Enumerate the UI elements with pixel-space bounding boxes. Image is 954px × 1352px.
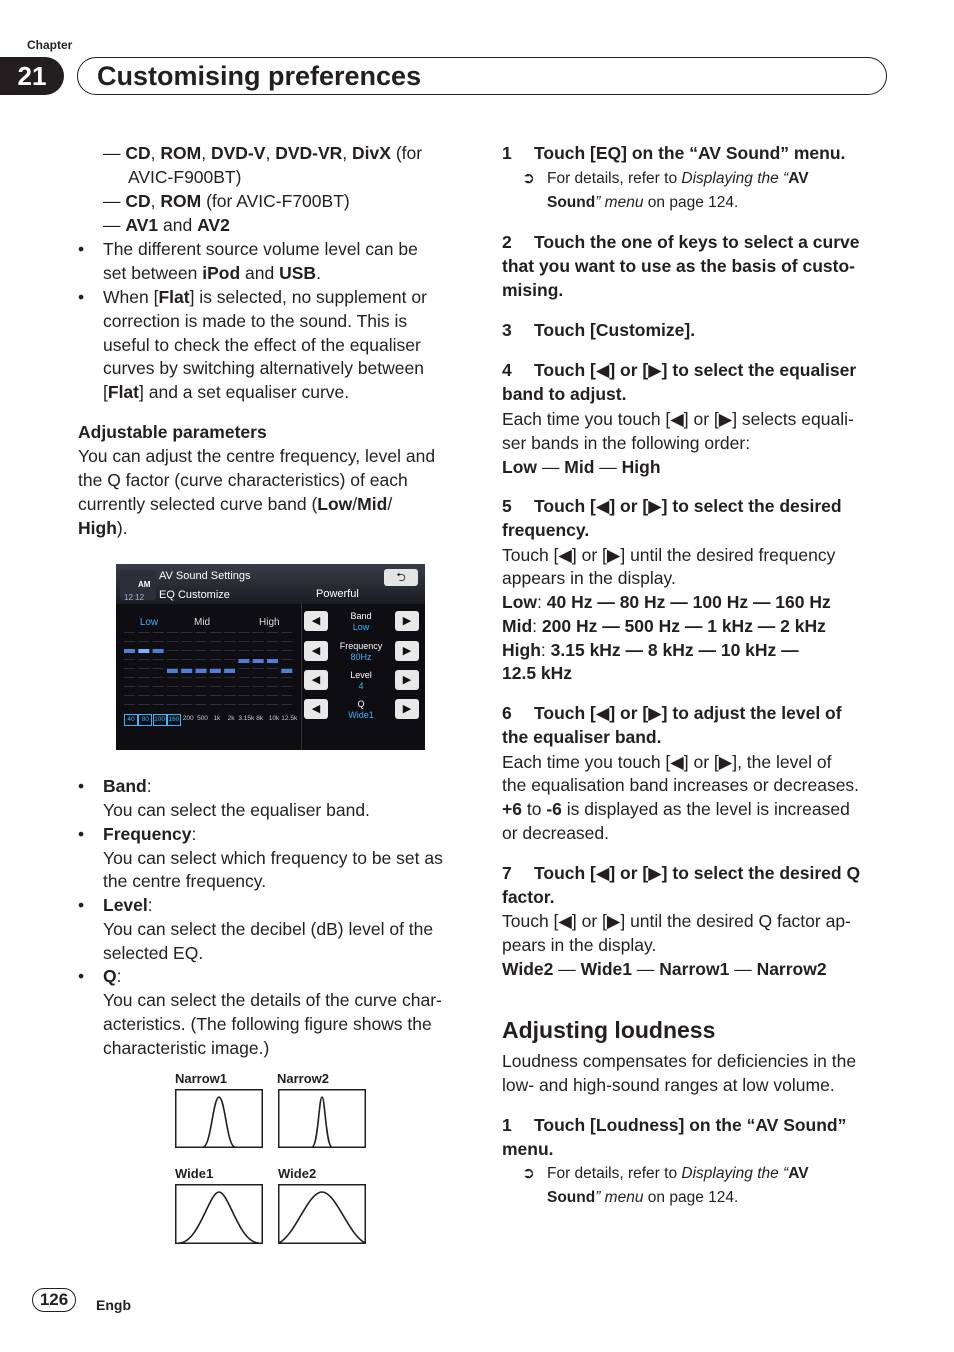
eq-level-bar[interactable]: [196, 669, 207, 673]
eq-grid-mark: [238, 668, 249, 669]
eq-grid-mark: [181, 641, 192, 642]
level-row-label: Level: [350, 670, 372, 680]
loudness-step-line2: menu.: [502, 1139, 554, 1159]
bullet-marker: •: [78, 824, 85, 844]
param-level-title: Level:: [103, 895, 153, 915]
step4-number: 4: [502, 360, 512, 380]
source-list-line-3: — AV1 and AV2: [103, 215, 230, 235]
eq-grid-mark: [181, 668, 192, 669]
eq-grid-mark: [167, 668, 178, 669]
eq-grid-mark: [153, 704, 164, 705]
adjustable-line1: You can adjust the centre frequency, level and: [78, 446, 436, 466]
eq-grid-mark: [124, 632, 135, 633]
reference-arrow-icon: ➲: [522, 1165, 535, 1182]
bullet1-line2: set between iPod and USB.: [103, 263, 321, 283]
eq-level-bar[interactable]: [238, 659, 249, 663]
eq-grid-mark: [210, 677, 221, 678]
step6-body1: Each time you touch [◀] or [▶], the level of: [502, 752, 832, 772]
eq-grid-mark: [238, 704, 249, 705]
eq-grid-mark: [238, 677, 249, 678]
bullet2-line5: [Flat] and a set equaliser curve.: [103, 382, 350, 402]
eq-grid-mark: [153, 668, 164, 669]
eq-grid-mark: [267, 632, 278, 633]
eq-grid-mark: [238, 632, 249, 633]
eq-grid-mark: [224, 668, 235, 669]
eq-grid-mark: [224, 632, 235, 633]
step2-line2: that you want to use as the basis of custo-: [502, 256, 855, 276]
step1-number: 1: [502, 143, 512, 163]
step5-body1: Touch [◀] or [▶] until the desired frequency: [502, 545, 836, 565]
param-q-desc2: acteristics. (The following figure shows the: [103, 1014, 432, 1034]
loudness-ref-line1: For details, refer to Displaying the “AV: [547, 1165, 809, 1182]
step5-body2: appears in the display.: [502, 568, 676, 588]
q-label-wide1: Wide1: [175, 1166, 214, 1181]
clock: 12 12: [124, 593, 145, 602]
eq-grid-mark: [253, 668, 264, 669]
q-label-narrow2: Narrow2: [277, 1071, 330, 1086]
param-q-desc3: characteristic image.): [103, 1038, 270, 1058]
eq-grid-mark: [253, 695, 264, 696]
eq-grid-mark: [224, 677, 235, 678]
q-label-wide2: Wide2: [278, 1166, 317, 1181]
eq-grid-mark: [267, 686, 278, 687]
loudness-heading: Adjusting loudness: [502, 1017, 716, 1043]
eq-grid-mark: [138, 695, 149, 696]
eq-grid-mark: [253, 641, 264, 642]
eq-grid-mark: [224, 686, 235, 687]
step2-number: 2: [502, 232, 512, 252]
step6-number: 6: [502, 703, 512, 723]
eq-level-bar[interactable]: [253, 659, 264, 663]
bullet-marker: •: [78, 895, 85, 915]
adjustable-line4: High).: [78, 518, 128, 538]
eq-grid-mark: [210, 659, 221, 660]
step5-line1: Touch [◀] or [▶] to select the desired: [534, 496, 842, 516]
eq-grid-mark: [124, 677, 135, 678]
adjustable-heading: Adjustable parameters: [78, 422, 267, 442]
bullet-marker: •: [78, 776, 85, 796]
step2-line1: Touch the one of keys to select a curve: [534, 232, 860, 252]
frequency-row-value: 80Hz: [350, 652, 372, 662]
chapter-number: 21: [0, 57, 64, 95]
eq-grid-mark: [153, 695, 164, 696]
eq-grid-mark: [224, 704, 235, 705]
loudness-body1: Loudness compensates for deficiencies in the: [502, 1051, 857, 1071]
param-level-desc2: selected EQ.: [103, 943, 204, 963]
eq-grid-mark: [138, 686, 149, 687]
step4-order: Low — Mid — High: [502, 457, 661, 477]
param-band-title: Band:: [103, 776, 152, 796]
step6-line2: the equaliser band.: [502, 727, 662, 747]
frequency-tick-label: 3.15k: [238, 715, 255, 722]
eq-grid-mark: [138, 632, 149, 633]
eq-grid-mark: [238, 650, 249, 651]
eq-grid-mark: [196, 668, 207, 669]
step7-line1: Touch [◀] or [▶] to select the desired Q: [534, 863, 861, 883]
step7-line2: factor.: [502, 887, 555, 907]
eq-grid-mark: [124, 686, 135, 687]
eq-grid-mark: [253, 686, 264, 687]
eq-grid-mark: [210, 704, 221, 705]
eq-grid-mark: [124, 641, 135, 642]
eq-grid-mark: [181, 686, 192, 687]
eq-grid-mark: [267, 668, 278, 669]
eq-grid-mark: [281, 641, 292, 642]
q-row-value: Wide1: [348, 710, 374, 720]
eq-grid-mark: [196, 659, 207, 660]
eq-grid-mark: [224, 659, 235, 660]
eq-grid-mark: [210, 641, 221, 642]
eq-grid-mark: [167, 686, 178, 687]
q-right-button[interactable]: ▶: [395, 699, 419, 719]
bullet2-line2: correction is made to the sound. This is: [103, 311, 408, 331]
eq-grid-mark: [253, 704, 264, 705]
loudness-body2: low- and high-sound ranges at low volume.: [502, 1075, 835, 1095]
eq-grid-mark: [281, 686, 292, 687]
step6-body2: the equalisation band increases or decreases.: [502, 775, 860, 795]
eq-level-bar[interactable]: [281, 669, 292, 673]
eq-grid-mark: [167, 650, 178, 651]
eq-grid-mark: [210, 632, 221, 633]
eq-grid-mark: [281, 659, 292, 660]
eq-grid-mark: [224, 695, 235, 696]
eq-grid-mark: [153, 677, 164, 678]
eq-level-bar[interactable]: [181, 669, 192, 673]
step7-number: 7: [502, 863, 512, 883]
level-right-button[interactable]: ▶: [395, 670, 419, 690]
step7-order: Wide2 — Wide1 — Narrow1 — Narrow2: [502, 959, 827, 979]
adjustable-line2: the Q factor (curve characteristics) of each: [78, 470, 408, 490]
band-label-mid: Mid: [194, 617, 211, 628]
eq-level-bar[interactable]: [124, 649, 135, 653]
band-label-high: High: [259, 617, 280, 628]
eq-grid-mark: [181, 659, 192, 660]
step5-high-values: High: 3.15 kHz — 8 kHz — 10 kHz —: [502, 640, 799, 660]
eq-grid-mark: [138, 668, 149, 669]
eq-grid-mark: [267, 641, 278, 642]
eq-level-bar[interactable]: [267, 659, 278, 663]
q-label-narrow1: Narrow1: [175, 1071, 228, 1086]
eq-grid-mark: [210, 650, 221, 651]
eq-graph: [116, 624, 301, 722]
eq-grid-mark: [238, 695, 249, 696]
eq-level-bar[interactable]: [138, 649, 149, 653]
frequency-tick-label: 12.5k: [281, 715, 298, 722]
eq-level-bar[interactable]: [224, 669, 235, 673]
band-left-button[interactable]: ◀: [304, 611, 328, 631]
eq-grid-mark: [196, 650, 207, 651]
eq-level-bar[interactable]: [210, 669, 221, 673]
q-curve-narrow1: [175, 1089, 263, 1148]
adjustable-line3: currently selected curve band (Low/Mid/: [78, 494, 393, 514]
eq-grid-mark: [124, 668, 135, 669]
screen-subtitle: EQ Customize: [159, 589, 230, 601]
bullet-marker: •: [78, 287, 85, 307]
eq-grid-mark: [253, 650, 264, 651]
eq-grid-mark: [153, 641, 164, 642]
eq-grid-mark: [181, 650, 192, 651]
reference-arrow-icon: ➲: [522, 170, 535, 187]
eq-grid-mark: [167, 704, 178, 705]
eq-grid-mark: [181, 695, 192, 696]
step5-line2: frequency.: [502, 520, 590, 540]
eq-grid-mark: [281, 668, 292, 669]
eq-customize-screenshot: [116, 564, 425, 750]
screen-title: AV Sound Settings: [159, 570, 251, 582]
page-title: Customising preferences: [97, 61, 422, 91]
eq-grid-mark: [267, 650, 278, 651]
step7-body2: pears in the display.: [502, 935, 657, 955]
band-row-value: Low: [352, 622, 370, 632]
q-curve-wide1: [175, 1184, 263, 1244]
param-q-title: Q:: [103, 966, 122, 986]
back-button[interactable]: [384, 569, 418, 586]
eq-grid-mark: [210, 686, 221, 687]
bullet-marker: •: [78, 239, 85, 259]
param-frequency-desc2: the centre frequency.: [103, 871, 267, 891]
param-frequency-title: Frequency:: [103, 824, 197, 844]
chapter-label: Chapter: [27, 38, 73, 52]
eq-grid-mark: [281, 677, 292, 678]
bullet-marker: •: [78, 966, 85, 986]
eq-grid-mark: [281, 695, 292, 696]
frequency-tick-label: 10k: [268, 715, 280, 722]
step4-line1: Touch [◀] or [▶] to select the equaliser: [534, 360, 857, 380]
eq-grid-mark: [196, 686, 207, 687]
eq-grid-mark: [267, 704, 278, 705]
step5-number: 5: [502, 496, 512, 516]
source-list-line-1b: AVIC-F900BT): [128, 167, 242, 187]
step3-number: 3: [502, 320, 512, 340]
step6-body3: +6 to -6 is displayed as the level is increased: [502, 799, 850, 819]
eq-grid-mark: [124, 659, 135, 660]
eq-grid-mark: [124, 704, 135, 705]
frequency-tick-label: 500: [197, 715, 208, 722]
step1-text: Touch [EQ] on the “AV Sound” menu.: [534, 143, 846, 163]
q-left-button[interactable]: ◀: [304, 699, 328, 719]
eq-grid-mark: [224, 641, 235, 642]
frequency-tick-label: 200: [182, 715, 194, 722]
eq-grid-mark: [153, 659, 164, 660]
eq-grid-mark: [167, 695, 178, 696]
language-code: Engb: [96, 1297, 131, 1313]
eq-grid-mark: [196, 641, 207, 642]
eq-grid-mark: [138, 704, 149, 705]
bullet1-line1: The different source volume level can be: [103, 239, 418, 259]
bullet2-line3: useful to check the effect of the equaliser: [103, 335, 421, 355]
eq-grid-mark: [210, 695, 221, 696]
param-frequency-desc1: You can select which frequency to be set as: [103, 848, 443, 868]
band-row-label: Band: [350, 611, 372, 621]
step2-line3: mising.: [502, 280, 564, 300]
page-number: 126: [32, 1288, 76, 1312]
frequency-scale: [122, 714, 302, 726]
eq-grid-mark: [196, 632, 207, 633]
bullet2-line4: curves by switching alternatively between: [103, 358, 424, 378]
frequency-right-button[interactable]: ▶: [395, 641, 419, 661]
eq-grid-mark: [281, 650, 292, 651]
eq-grid-mark: [253, 677, 264, 678]
step5-high-values2: 12.5 kHz: [502, 663, 573, 683]
q-row-label: Q: [357, 699, 365, 709]
param-level-desc1: You can select the decibel (dB) level of the: [103, 919, 434, 939]
eq-grid-mark: [181, 677, 192, 678]
eq-grid-mark: [238, 641, 249, 642]
eq-grid-mark: [153, 632, 164, 633]
eq-grid-mark: [267, 695, 278, 696]
eq-grid-mark: [167, 641, 178, 642]
source-list-line-2: — CD, ROM (for AVIC-F700BT): [103, 191, 350, 211]
frequency-tick-label: 8k: [256, 715, 264, 722]
eq-grid-mark: [138, 641, 149, 642]
level-left-button[interactable]: ◀: [304, 670, 328, 690]
step5-mid-values: Mid: 200 Hz — 500 Hz — 1 kHz — 2 kHz: [502, 616, 826, 636]
frequency-tick-label: 100: [153, 714, 167, 726]
frequency-tick-label: 80: [138, 714, 152, 726]
band-right-button[interactable]: ▶: [395, 611, 419, 631]
eq-grid-mark: [124, 695, 135, 696]
bullet2-line1: When [Flat] is selected, no supplement or: [103, 287, 427, 307]
q-curve-narrow2: [278, 1089, 366, 1148]
frequency-row-label: Frequency: [339, 641, 383, 651]
level-row-value: 4: [358, 681, 364, 691]
step6-line1: Touch [◀] or [▶] to adjust the level of: [534, 703, 842, 723]
loudness-ref-line2: Sound” menu on page 124.: [547, 1189, 739, 1206]
eq-grid-mark: [210, 668, 221, 669]
back-arrow-icon: ⮌: [396, 570, 406, 584]
source-label: AM: [138, 580, 151, 589]
eq-grid-mark: [167, 632, 178, 633]
step4-line2: band to adjust.: [502, 384, 627, 404]
eq-grid-mark: [167, 677, 178, 678]
frequency-left-button[interactable]: ◀: [304, 641, 328, 661]
step6-body4: or decreased.: [502, 823, 610, 843]
q-curve-wide2: [278, 1184, 366, 1244]
step1-ref-line2: Sound” menu on page 124.: [547, 194, 739, 211]
frequency-tick-label: 1k: [213, 715, 221, 722]
step4-body1: Each time you touch [◀] or [▶] selects equali-: [502, 409, 854, 429]
eq-grid-mark: [181, 704, 192, 705]
eq-grid-mark: [153, 686, 164, 687]
eq-grid-mark: [196, 677, 207, 678]
eq-grid-mark: [138, 659, 149, 660]
eq-grid-mark: [267, 677, 278, 678]
band-label-low: Low: [139, 617, 159, 628]
eq-grid-mark: [167, 659, 178, 660]
frequency-tick-label: 40: [124, 714, 138, 726]
eq-level-bar[interactable]: [167, 669, 178, 673]
step3-text: Touch [Customize].: [534, 320, 696, 340]
loudness-step-line1: Touch [Loudness] on the “AV Sound”: [534, 1115, 847, 1135]
eq-grid-mark: [196, 704, 207, 705]
step7-body1: Touch [◀] or [▶] until the desired Q factor ap-: [502, 911, 851, 931]
eq-grid-mark: [281, 632, 292, 633]
eq-grid-mark: [253, 632, 264, 633]
frequency-tick-label: 2k: [227, 715, 235, 722]
param-q-desc1: You can select the details of the curve char-: [103, 990, 442, 1010]
eq-grid-mark: [281, 704, 292, 705]
step4-body2: ser bands in the following order:: [502, 433, 751, 453]
eq-grid-mark: [224, 650, 235, 651]
eq-level-bar[interactable]: [153, 649, 164, 653]
eq-grid-mark: [181, 632, 192, 633]
preset-name: Powerful: [316, 588, 359, 600]
step1-ref-line1: For details, refer to Displaying the “AV: [547, 170, 809, 187]
step5-low-values: Low: 40 Hz — 80 Hz — 100 Hz — 160 Hz: [502, 592, 831, 612]
loudness-step-number: 1: [502, 1115, 512, 1135]
eq-grid-mark: [196, 695, 207, 696]
source-list-line-1: — CD, ROM, DVD-V, DVD-VR, DivX (for: [103, 143, 423, 163]
eq-grid-mark: [238, 686, 249, 687]
param-band-desc: You can select the equaliser band.: [103, 800, 370, 820]
eq-grid-mark: [138, 677, 149, 678]
frequency-tick-label: 160: [167, 714, 181, 726]
